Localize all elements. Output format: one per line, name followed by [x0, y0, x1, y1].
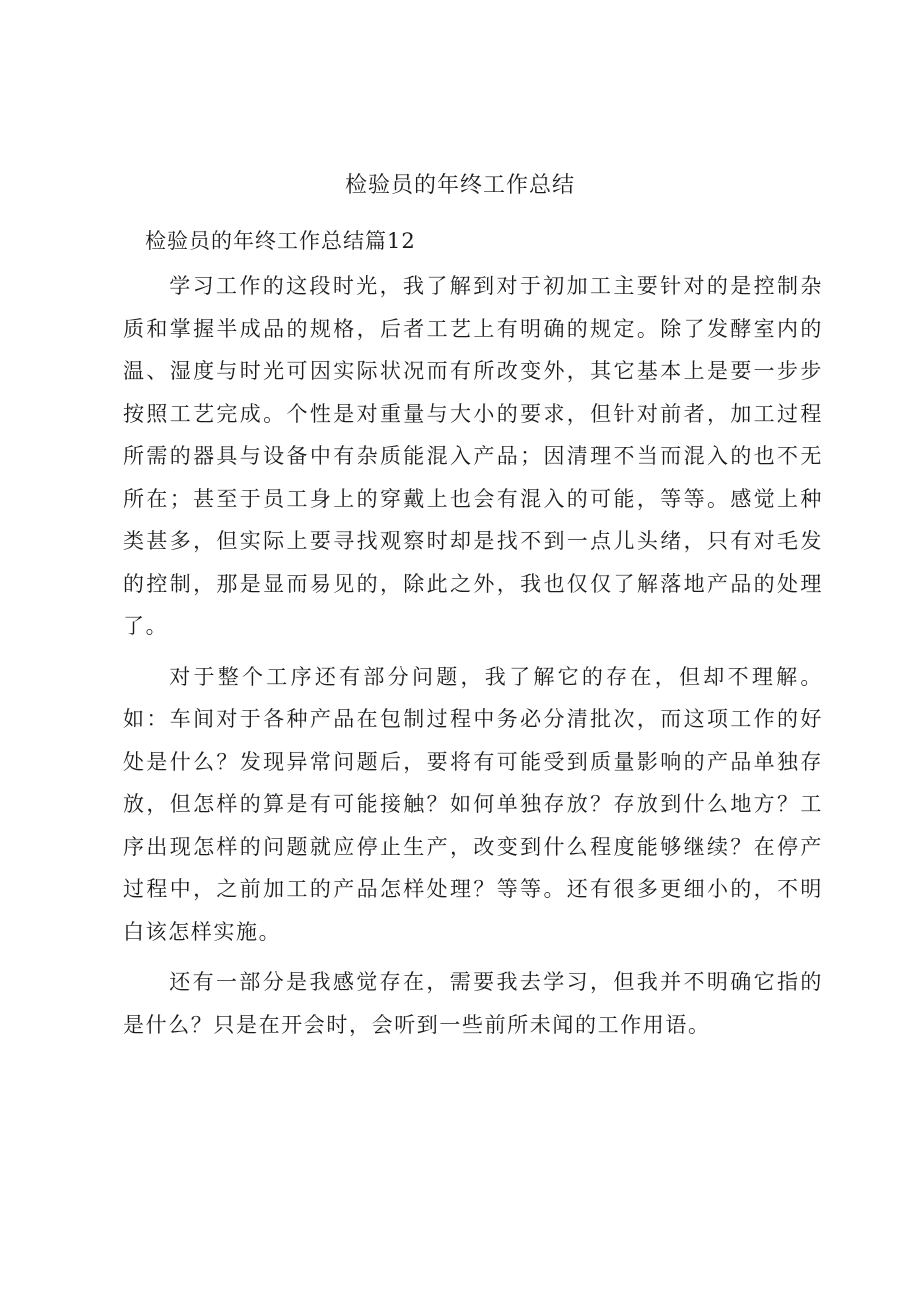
document-subtitle: 检验员的年终工作总结篇12 — [145, 229, 416, 253]
paragraph: 还有一部分是我感觉存在，需要我去学习，但我并不明确它指的是什么？只是在开会时，会听到一些前所未闻的工作用语。 — [123, 970, 823, 1037]
document-body — [123, 265, 823, 1054]
paragraph: 对于整个工序还有部分问题，我了解它的存在，但却不理解。如：车间对于各种产品在包制过程中务必分清批次，而这项工作的好处是什么？发现异常问题后，要将有可能受到质量影响的产品单独存放，但怎样的算是有可能接触？如何单独存放？存放到什么地方？工序出现怎样的问题就应停止生产，改变到什么程度能够继续？在停产过程中，之前加工的产品怎样处理？等等。还有很多更细小的，不明白该怎样实施。 — [123, 664, 823, 944]
document-title: 检验员的年终工作总结 — [344, 173, 575, 198]
paragraph: 学习工作的这段时光，我了解到对于初加工主要针对的是控制杂质和掌握半成品的规格，后者工艺上有明确的规定。除了发酵室内的温、湿度与时光可因实际状况而有所改变外，其它基本上是要一步步按照工艺完成。个性是对重量与大小的要求，但针对前者，加工过程所需的器具与设备中有杂质能混入产品；因清理不当而混入的也不无所在；甚至于员工身上的穿戴上也会有混入的可能，等等。感觉上种类甚多，但实际上要寻找观察时却是找不到一点儿头绪，只有对毛发的控制，那是显而易见的，除此之外，我也仅仅了解落地产品的处理了。 — [123, 274, 823, 638]
